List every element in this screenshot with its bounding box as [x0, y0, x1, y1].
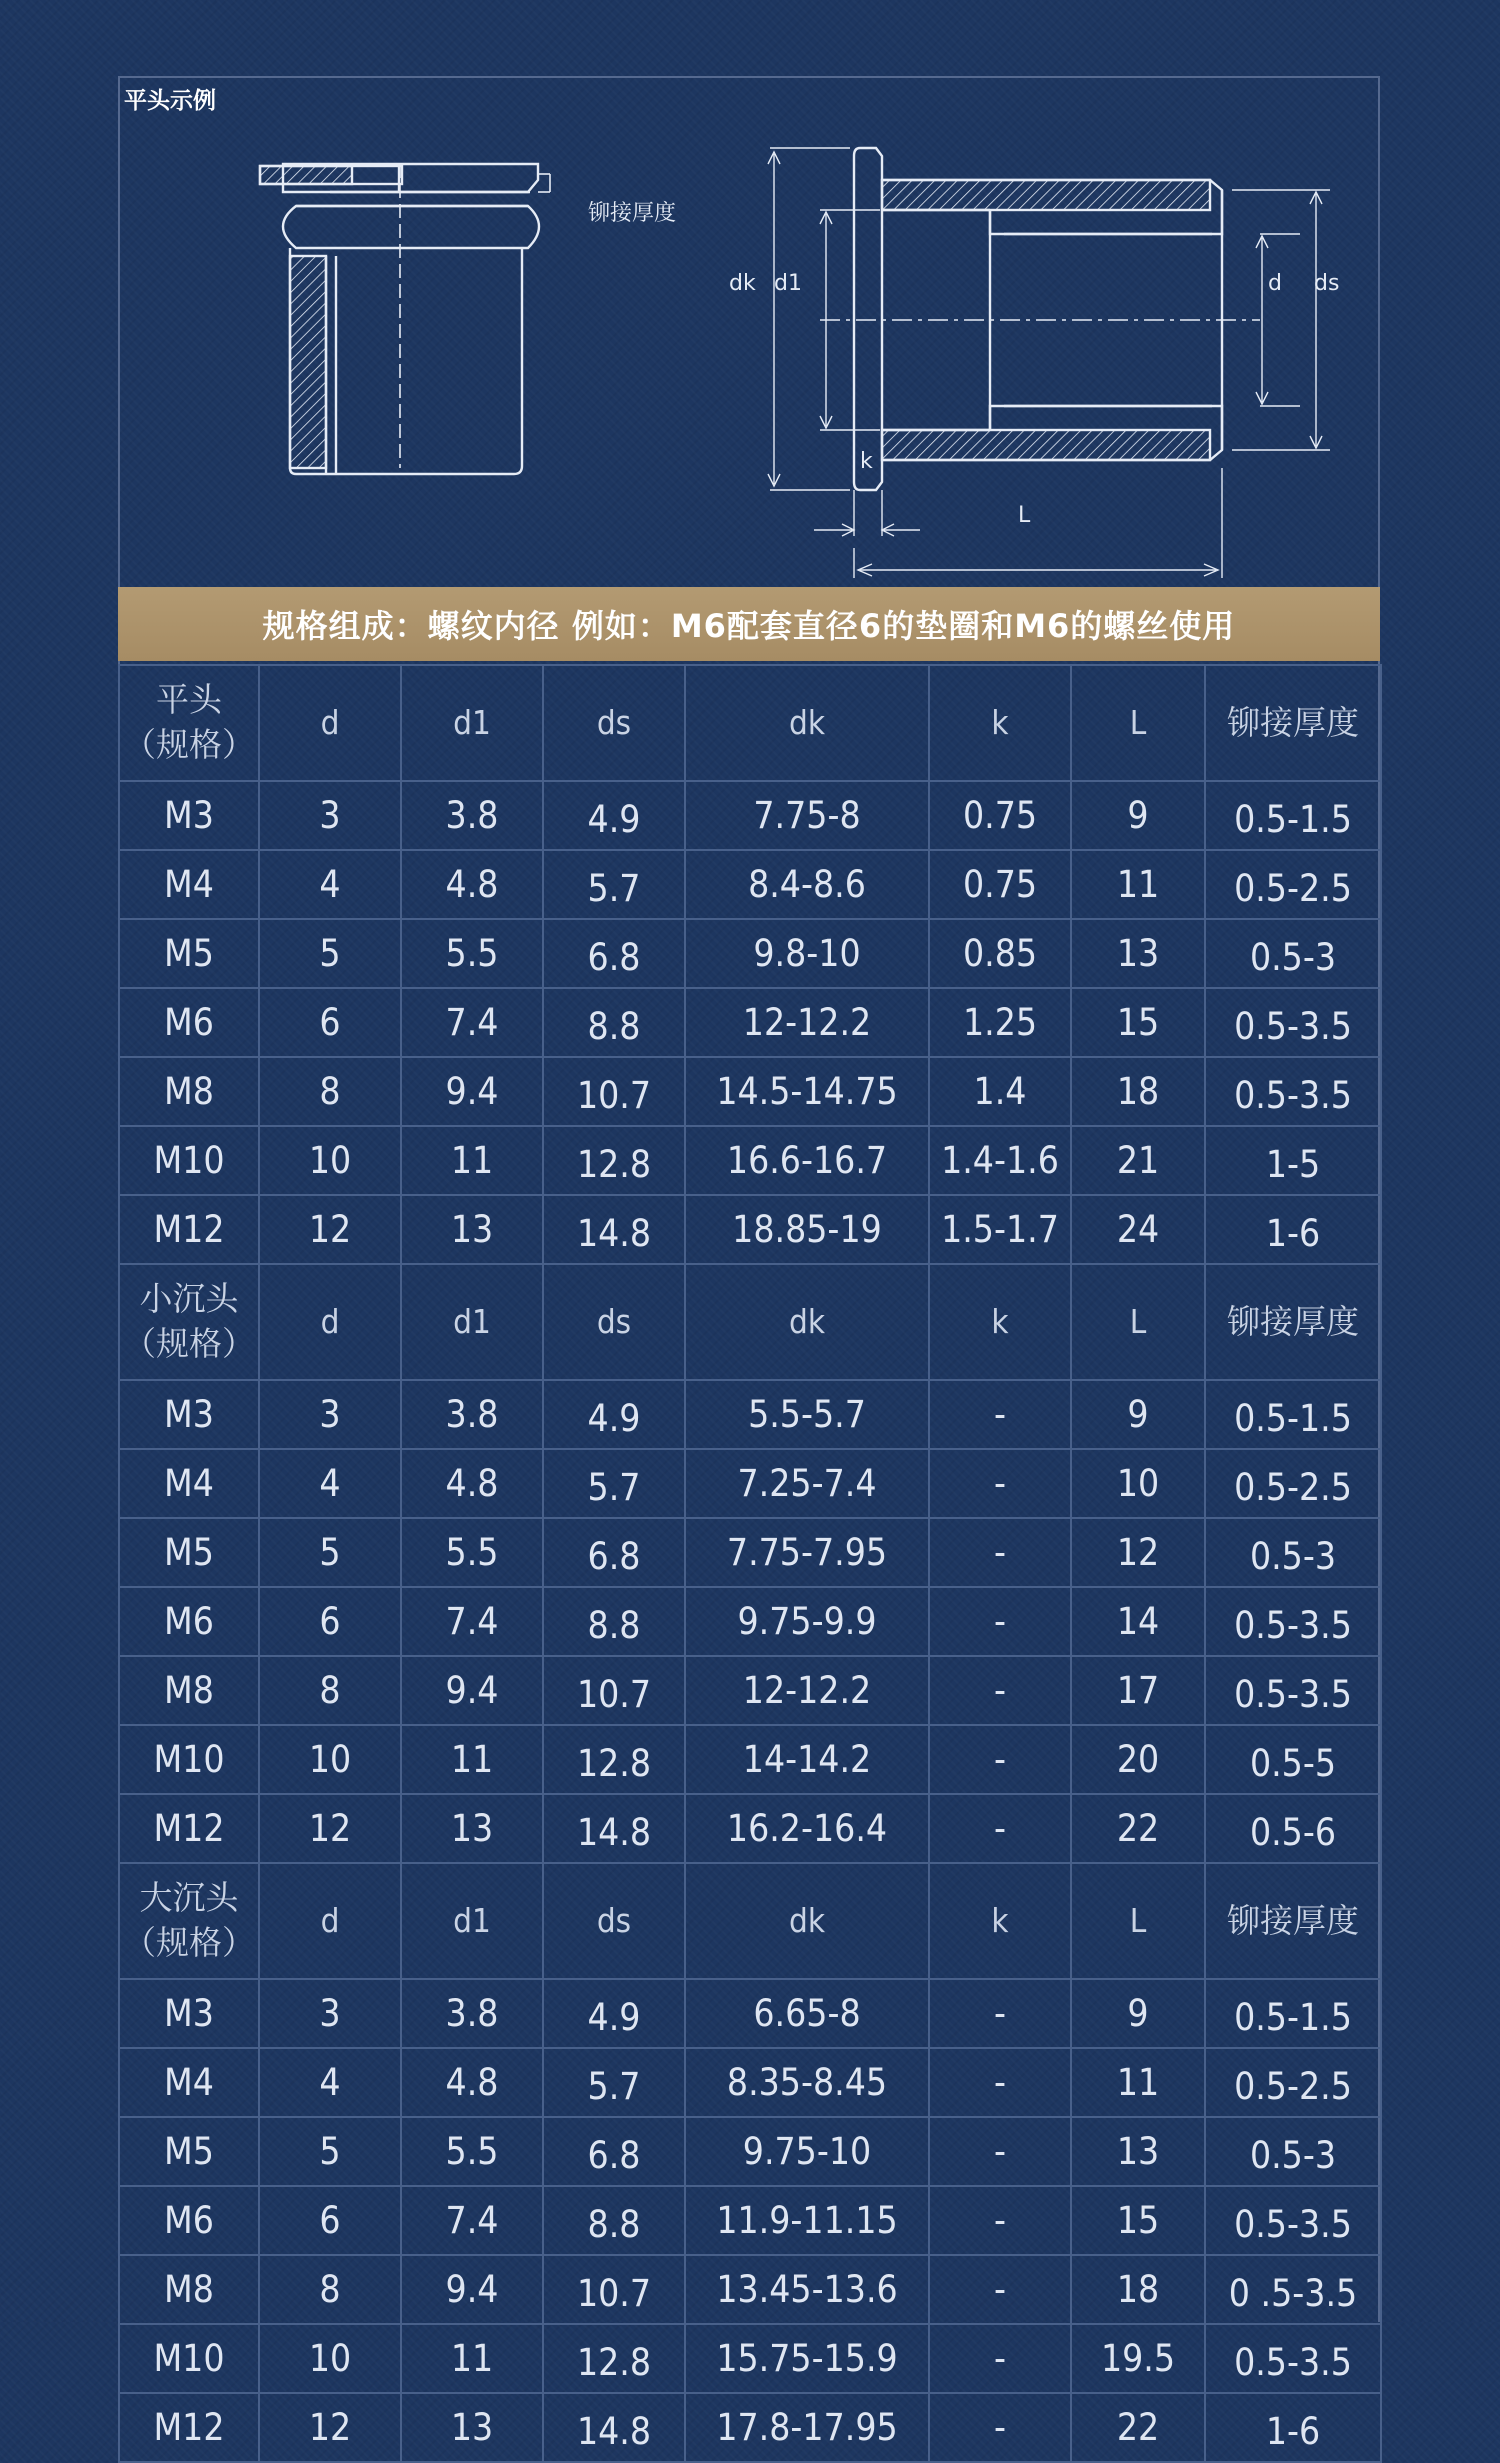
spec-size-cell: M8 — [119, 1656, 259, 1725]
table-cell: 7.75-7.95 — [685, 1518, 929, 1587]
section-type-name: 大沉头 — [139, 1878, 239, 1918]
table-cell: 22 — [1071, 2393, 1205, 2462]
table-cell: 0.5-1.5 — [1205, 1979, 1381, 2048]
table-cell: 12 — [1071, 1518, 1205, 1587]
table-cell: 4 — [259, 1449, 401, 1518]
table-cell: 5.7 — [543, 850, 685, 919]
table-cell: 3 — [259, 781, 401, 850]
table-cell: - — [929, 1794, 1071, 1863]
table-cell: 21 — [1071, 1126, 1205, 1195]
table-row — [119, 919, 1381, 988]
table-cell: 9 — [1071, 1380, 1205, 1449]
table-cell: 5.5 — [401, 1518, 543, 1587]
table-cell: 0.5-3.5 — [1205, 1057, 1381, 1126]
table-cell: 0.5-5 — [1205, 1725, 1381, 1794]
table-cell: 1-6 — [1205, 2393, 1381, 2462]
table-cell: 11 — [1071, 850, 1205, 919]
table-cell: 10 — [259, 1126, 401, 1195]
table-cell: 5.7 — [543, 2048, 685, 2117]
table-cell: 4.8 — [401, 2048, 543, 2117]
table-cell: - — [929, 1979, 1071, 2048]
column-header: L — [1071, 665, 1205, 781]
table-cell: 6 — [259, 988, 401, 1057]
table-row — [119, 1126, 1381, 1195]
table-row — [119, 2117, 1381, 2186]
table-cell: - — [929, 2048, 1071, 2117]
spec-size-cell: M4 — [119, 850, 259, 919]
dimension-lines — [768, 148, 1330, 578]
table-row — [119, 2324, 1381, 2393]
table-cell: 9.4 — [401, 1057, 543, 1126]
spec-size-cell: M3 — [119, 1380, 259, 1449]
table-cell: 16.2-16.4 — [685, 1794, 929, 1863]
table-cell: 11 — [401, 1126, 543, 1195]
table-row — [119, 1380, 1381, 1449]
spec-size-cell: M12 — [119, 2393, 259, 2462]
table-cell: 20 — [1071, 1725, 1205, 1794]
table-cell: 8.8 — [543, 988, 685, 1057]
table-row — [119, 2048, 1381, 2117]
table-cell: 9 — [1071, 781, 1205, 850]
label-dk: dk — [729, 271, 756, 296]
table-cell: - — [929, 2117, 1071, 2186]
table-cell: 8 — [259, 1656, 401, 1725]
column-header: ds — [543, 1863, 685, 1979]
table-cell: 3.8 — [401, 1979, 543, 2048]
table-cell: 5 — [259, 2117, 401, 2186]
section-type-cell — [119, 1264, 259, 1380]
spec-table — [118, 664, 1382, 2463]
table-cell: 10.7 — [543, 2255, 685, 2324]
section-type-cell — [119, 1863, 259, 1979]
rivet-nut-section-drawing — [820, 148, 1260, 490]
table-cell: 0.5-2.5 — [1205, 2048, 1381, 2117]
table-cell: 4.9 — [543, 1380, 685, 1449]
column-header: L — [1071, 1264, 1205, 1380]
table-row — [119, 1656, 1381, 1725]
label-L: L — [1018, 503, 1031, 528]
table-cell: 14 — [1071, 1587, 1205, 1656]
table-row — [119, 2393, 1381, 2462]
table-cell: 24 — [1071, 1195, 1205, 1264]
section-type-cell — [119, 665, 259, 781]
table-cell: 11 — [401, 2324, 543, 2393]
table-cell: 6.65-8 — [685, 1979, 929, 2048]
label-d: d — [1268, 271, 1282, 296]
column-header: d1 — [401, 665, 543, 781]
section-header-row — [119, 1264, 1381, 1380]
column-header: dk — [685, 665, 929, 781]
table-cell: 10 — [259, 1725, 401, 1794]
table-cell: 1.25 — [929, 988, 1071, 1057]
table-row — [119, 781, 1381, 850]
table-cell: 5.5 — [401, 2117, 543, 2186]
table-row — [119, 1057, 1381, 1126]
table-cell: 7.4 — [401, 988, 543, 1057]
table-cell: 13 — [1071, 2117, 1205, 2186]
spec-size-cell: M8 — [119, 1057, 259, 1126]
table-cell: 3 — [259, 1380, 401, 1449]
section-type-name: 小沉头 — [139, 1279, 239, 1319]
table-cell: 15 — [1071, 988, 1205, 1057]
table-cell: 4.8 — [401, 850, 543, 919]
table-cell: 1-6 — [1205, 1195, 1381, 1264]
table-cell: 14.8 — [543, 1195, 685, 1264]
table-cell: 9.4 — [401, 2255, 543, 2324]
table-cell: 5.5-5.7 — [685, 1380, 929, 1449]
table-cell: 8 — [259, 1057, 401, 1126]
table-cell: 9.4 — [401, 1656, 543, 1725]
table-cell: 4 — [259, 2048, 401, 2117]
table-cell: 8.4-8.6 — [685, 850, 929, 919]
table-cell: 10 — [1071, 1449, 1205, 1518]
table-cell: - — [929, 1725, 1071, 1794]
table-cell: 0.5-3 — [1205, 1518, 1381, 1587]
section-header-row — [119, 1863, 1381, 1979]
table-cell: - — [929, 1380, 1071, 1449]
table-row — [119, 1979, 1381, 2048]
table-cell: 6.8 — [543, 2117, 685, 2186]
installed-rivet-nut-drawing — [260, 164, 550, 474]
table-cell: 1.4-1.6 — [929, 1126, 1071, 1195]
table-cell: 7.4 — [401, 1587, 543, 1656]
table-cell: 11 — [401, 1725, 543, 1794]
table-cell: 13 — [401, 1794, 543, 1863]
table-row — [119, 1195, 1381, 1264]
table-cell: 18 — [1071, 2255, 1205, 2324]
column-header: d — [259, 1863, 401, 1979]
table-cell: 9.8-10 — [685, 919, 929, 988]
table-cell: 8.8 — [543, 2186, 685, 2255]
table-cell: 12.8 — [543, 1126, 685, 1195]
table-cell: 12 — [259, 1195, 401, 1264]
table-cell: 0.5-2.5 — [1205, 1449, 1381, 1518]
spec-size-cell: M10 — [119, 1126, 259, 1195]
table-cell: 8 — [259, 2255, 401, 2324]
table-cell: - — [929, 1587, 1071, 1656]
table-cell: 19.5 — [1071, 2324, 1205, 2393]
section-type-note: （规格） — [123, 1923, 255, 1962]
table-cell: 10.7 — [543, 1057, 685, 1126]
table-row — [119, 850, 1381, 919]
section-header-row — [119, 665, 1381, 781]
table-row — [119, 2186, 1381, 2255]
table-cell: 7.25-7.4 — [685, 1449, 929, 1518]
spec-size-cell: M6 — [119, 1587, 259, 1656]
label-k: k — [860, 449, 873, 474]
table-row — [119, 1587, 1381, 1656]
table-cell: 14.8 — [543, 1794, 685, 1863]
table-cell: 12 — [259, 1794, 401, 1863]
spec-size-cell: M10 — [119, 1725, 259, 1794]
spec-size-cell: M12 — [119, 1195, 259, 1264]
table-cell: 0.75 — [929, 781, 1071, 850]
table-cell: 18.85-19 — [685, 1195, 929, 1264]
table-cell: 6.8 — [543, 1518, 685, 1587]
table-cell: 5 — [259, 1518, 401, 1587]
spec-size-cell: M10 — [119, 2324, 259, 2393]
table-cell: 14-14.2 — [685, 1725, 929, 1794]
table-cell: 0.5-3 — [1205, 2117, 1381, 2186]
table-cell: 3.8 — [401, 1380, 543, 1449]
table-cell: 0.5-3.5 — [1205, 2186, 1381, 2255]
column-header: 铆接厚度 — [1205, 665, 1381, 781]
table-cell: 8.8 — [543, 1587, 685, 1656]
table-cell: 7.4 — [401, 2186, 543, 2255]
table-cell: 0 .5-3.5 — [1205, 2255, 1381, 2324]
spec-size-cell: M4 — [119, 2048, 259, 2117]
table-cell: 12.8 — [543, 2324, 685, 2393]
spec-banner: 规格组成：螺纹内径 例如：M6配套直径6的垫圈和M6的螺丝使用 — [118, 587, 1380, 661]
table-cell: 10 — [259, 2324, 401, 2393]
diagram-area — [120, 78, 1378, 585]
table-row — [119, 1449, 1381, 1518]
table-cell: 1.4 — [929, 1057, 1071, 1126]
spec-size-cell: M5 — [119, 919, 259, 988]
section-type-note: （规格） — [123, 1324, 255, 1363]
table-cell: 0.5-2.5 — [1205, 850, 1381, 919]
table-cell: 5.7 — [543, 1449, 685, 1518]
column-header: 铆接厚度 — [1205, 1863, 1381, 1979]
column-header: ds — [543, 665, 685, 781]
table-cell: 12 — [259, 2393, 401, 2462]
column-header: k — [929, 1264, 1071, 1380]
example-title: 平头示例 — [124, 88, 216, 114]
table-cell: 8.35-8.45 — [685, 2048, 929, 2117]
table-cell: 13 — [1071, 919, 1205, 988]
column-header: d1 — [401, 1264, 543, 1380]
table-cell: 6 — [259, 2186, 401, 2255]
column-header: dk — [685, 1863, 929, 1979]
table-cell: 15 — [1071, 2186, 1205, 2255]
table-cell: 0.5-1.5 — [1205, 781, 1381, 850]
column-header: d — [259, 665, 401, 781]
section-type-name: 平头 — [156, 680, 222, 720]
column-header: dk — [685, 1264, 929, 1380]
table-cell: 17 — [1071, 1656, 1205, 1725]
table-cell: - — [929, 1449, 1071, 1518]
table-cell: 1-5 — [1205, 1126, 1381, 1195]
label-ds: ds — [1314, 271, 1340, 296]
table-cell: 0.75 — [929, 850, 1071, 919]
table-cell: - — [929, 2186, 1071, 2255]
table-cell: 0.5-3 — [1205, 919, 1381, 988]
spec-size-cell: M6 — [119, 2186, 259, 2255]
table-cell: 13.45-13.6 — [685, 2255, 929, 2324]
section-type-note: （规格） — [123, 725, 255, 764]
table-row — [119, 1518, 1381, 1587]
table-cell: 16.6-16.7 — [685, 1126, 929, 1195]
column-header: d1 — [401, 1863, 543, 1979]
spec-size-cell: M8 — [119, 2255, 259, 2324]
table-cell: 10.7 — [543, 1656, 685, 1725]
table-cell: 13 — [401, 2393, 543, 2462]
spec-size-cell: M3 — [119, 781, 259, 850]
table-cell: - — [929, 2324, 1071, 2393]
column-header: L — [1071, 1863, 1205, 1979]
rivet-nut-drawings — [120, 78, 1378, 585]
column-header: k — [929, 1863, 1071, 1979]
left-label-rivet-thickness: 铆接厚度 — [588, 201, 677, 226]
table-cell: 6 — [259, 1587, 401, 1656]
column-header: k — [929, 665, 1071, 781]
spec-size-cell: M5 — [119, 1518, 259, 1587]
table-cell: 13 — [401, 1195, 543, 1264]
table-cell: 4.9 — [543, 781, 685, 850]
table-cell: 4 — [259, 850, 401, 919]
column-header: 铆接厚度 — [1205, 1264, 1381, 1380]
spec-size-cell: M6 — [119, 988, 259, 1057]
table-cell: 11.9-11.15 — [685, 2186, 929, 2255]
table-cell: 6.8 — [543, 919, 685, 988]
table-cell: 4.9 — [543, 1979, 685, 2048]
table-cell: 0.5-3.5 — [1205, 1656, 1381, 1725]
table-cell: 12-12.2 — [685, 1656, 929, 1725]
table-cell: 0.5-3.5 — [1205, 2324, 1381, 2393]
spec-size-cell: M5 — [119, 2117, 259, 2186]
table-row — [119, 1794, 1381, 1863]
table-cell: 22 — [1071, 1794, 1205, 1863]
table-cell: 3.8 — [401, 781, 543, 850]
table-cell: 17.8-17.95 — [685, 2393, 929, 2462]
table-cell: 0.5-3.5 — [1205, 1587, 1381, 1656]
table-cell: - — [929, 1518, 1071, 1587]
table-cell: 18 — [1071, 1057, 1205, 1126]
label-d1: d1 — [774, 271, 802, 296]
table-cell: 4.8 — [401, 1449, 543, 1518]
spec-size-cell: M12 — [119, 1794, 259, 1863]
spec-size-cell: M4 — [119, 1449, 259, 1518]
table-cell: 7.75-8 — [685, 781, 929, 850]
table-cell: - — [929, 2255, 1071, 2324]
column-header: d — [259, 1264, 401, 1380]
table-cell: 9 — [1071, 1979, 1205, 2048]
table-cell: 0.5-3.5 — [1205, 988, 1381, 1057]
table-cell: 14.8 — [543, 2393, 685, 2462]
table-cell: 14.5-14.75 — [685, 1057, 929, 1126]
table-cell: 9.75-9.9 — [685, 1587, 929, 1656]
table-cell: 5.5 — [401, 919, 543, 988]
table-cell: 5 — [259, 919, 401, 988]
table-cell: 12-12.2 — [685, 988, 929, 1057]
table-cell: 11 — [1071, 2048, 1205, 2117]
table-cell: - — [929, 2393, 1071, 2462]
table-cell: 0.5-1.5 — [1205, 1380, 1381, 1449]
table-cell: 3 — [259, 1979, 401, 2048]
table-cell: 12.8 — [543, 1725, 685, 1794]
table-row — [119, 2255, 1381, 2324]
table-cell: 9.75-10 — [685, 2117, 929, 2186]
spec-size-cell: M3 — [119, 1979, 259, 2048]
table-row — [119, 988, 1381, 1057]
table-cell: 15.75-15.9 — [685, 2324, 929, 2393]
table-cell: 1.5-1.7 — [929, 1195, 1071, 1264]
table-cell: 0.85 — [929, 919, 1071, 988]
table-cell: - — [929, 1656, 1071, 1725]
table-cell: 0.5-6 — [1205, 1794, 1381, 1863]
column-header: ds — [543, 1264, 685, 1380]
table-row — [119, 1725, 1381, 1794]
